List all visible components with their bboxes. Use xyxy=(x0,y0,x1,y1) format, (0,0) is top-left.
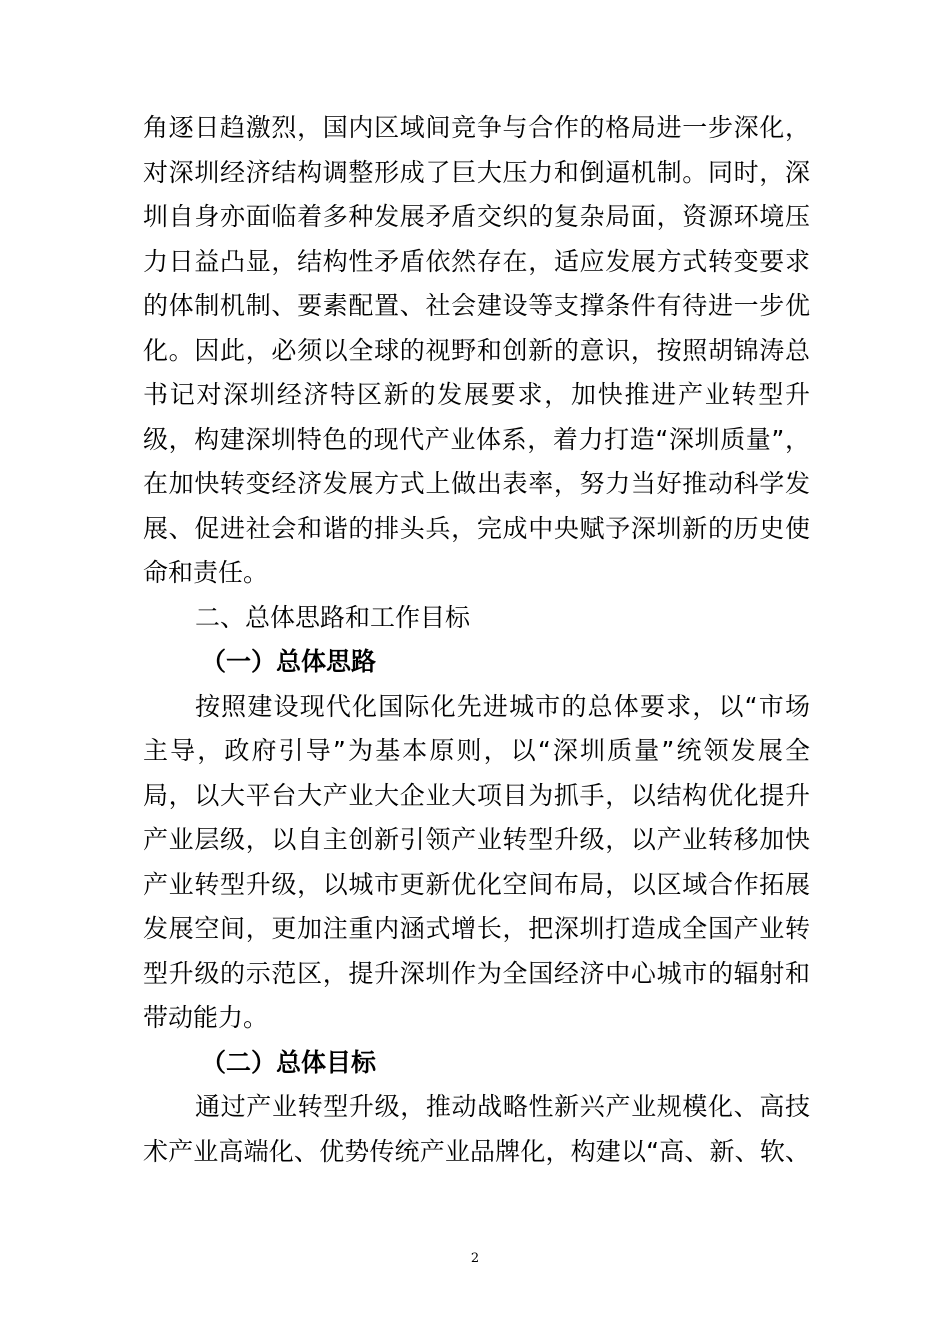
paragraph-line: 的体制机制、要素配置、社会建设等支撑条件有待进一步优 xyxy=(143,291,810,320)
paragraph-line: 级，构建深圳特色的现代产业体系，着力打造“深圳质量”， xyxy=(143,424,810,454)
paragraph-line: 带动能力。 xyxy=(143,1003,269,1032)
paragraph-line: 产业转型升级，以城市更新优化空间布局，以区域合作拓展 xyxy=(143,869,810,899)
paragraph-line: 化。因此，必须以全球的视野和创新的意识，按照胡锦涛总 xyxy=(143,335,810,365)
paragraph-line: 书记对深圳经济特区新的发展要求，加快推进产业转型升 xyxy=(143,380,810,409)
paragraph-line: 发展空间，更加注重内涵式增长，把深圳打造成全国产业转 xyxy=(143,914,810,943)
paragraph-line: 术产业高端化、优势传统产业品牌化，构建以“高、新、软、 xyxy=(143,1136,810,1166)
document-body xyxy=(143,106,810,1174)
paragraph-line: 通过产业转型升级，推动战略性新兴产业规模化、高技 xyxy=(195,1092,810,1121)
paragraph-line: 局，以大平台大产业大企业大项目为抓手，以结构优化提升 xyxy=(143,780,810,810)
paragraph-line: 展、促进社会和谐的排头兵，完成中央赋予深圳新的历史使 xyxy=(143,513,810,543)
paragraph-line: 产业层级，以自主创新引领产业转型升级，以产业转移加快 xyxy=(143,825,810,854)
paragraph-line: 主导，政府引导”为基本原则，以“深圳质量”统领发展全 xyxy=(143,736,810,765)
paragraph-line: 型升级的示范区，提升深圳作为全国经济中心城市的辐射和 xyxy=(143,958,810,988)
paragraph-line: 圳自身亦面临着多种发展矛盾交织的复杂局面，资源环境压 xyxy=(143,202,810,231)
section-heading: 二、总体思路和工作目标 xyxy=(195,602,471,632)
paragraph-line: 命和责任。 xyxy=(143,558,269,587)
paragraph-line: 在加快转变经济发展方式上做出表率，努力当好推动科学发 xyxy=(143,469,810,498)
subsection-heading: （二）总体目标 xyxy=(201,1047,377,1077)
paragraph-line: 对深圳经济结构调整形成了巨大压力和倒逼机制。同时，深 xyxy=(143,157,810,187)
paragraph-line: 按照建设现代化国际化先进城市的总体要求，以“市场 xyxy=(195,691,810,721)
page-number: 2 xyxy=(470,1251,480,1266)
paragraph-line: 力日益凸显，结构性矛盾依然存在，适应发展方式转变要求 xyxy=(143,246,810,276)
paragraph-line: 角逐日趋激烈，国内区域间竞争与合作的格局进一步深化， xyxy=(143,113,810,142)
subsection-heading: （一）总体思路 xyxy=(201,647,377,676)
